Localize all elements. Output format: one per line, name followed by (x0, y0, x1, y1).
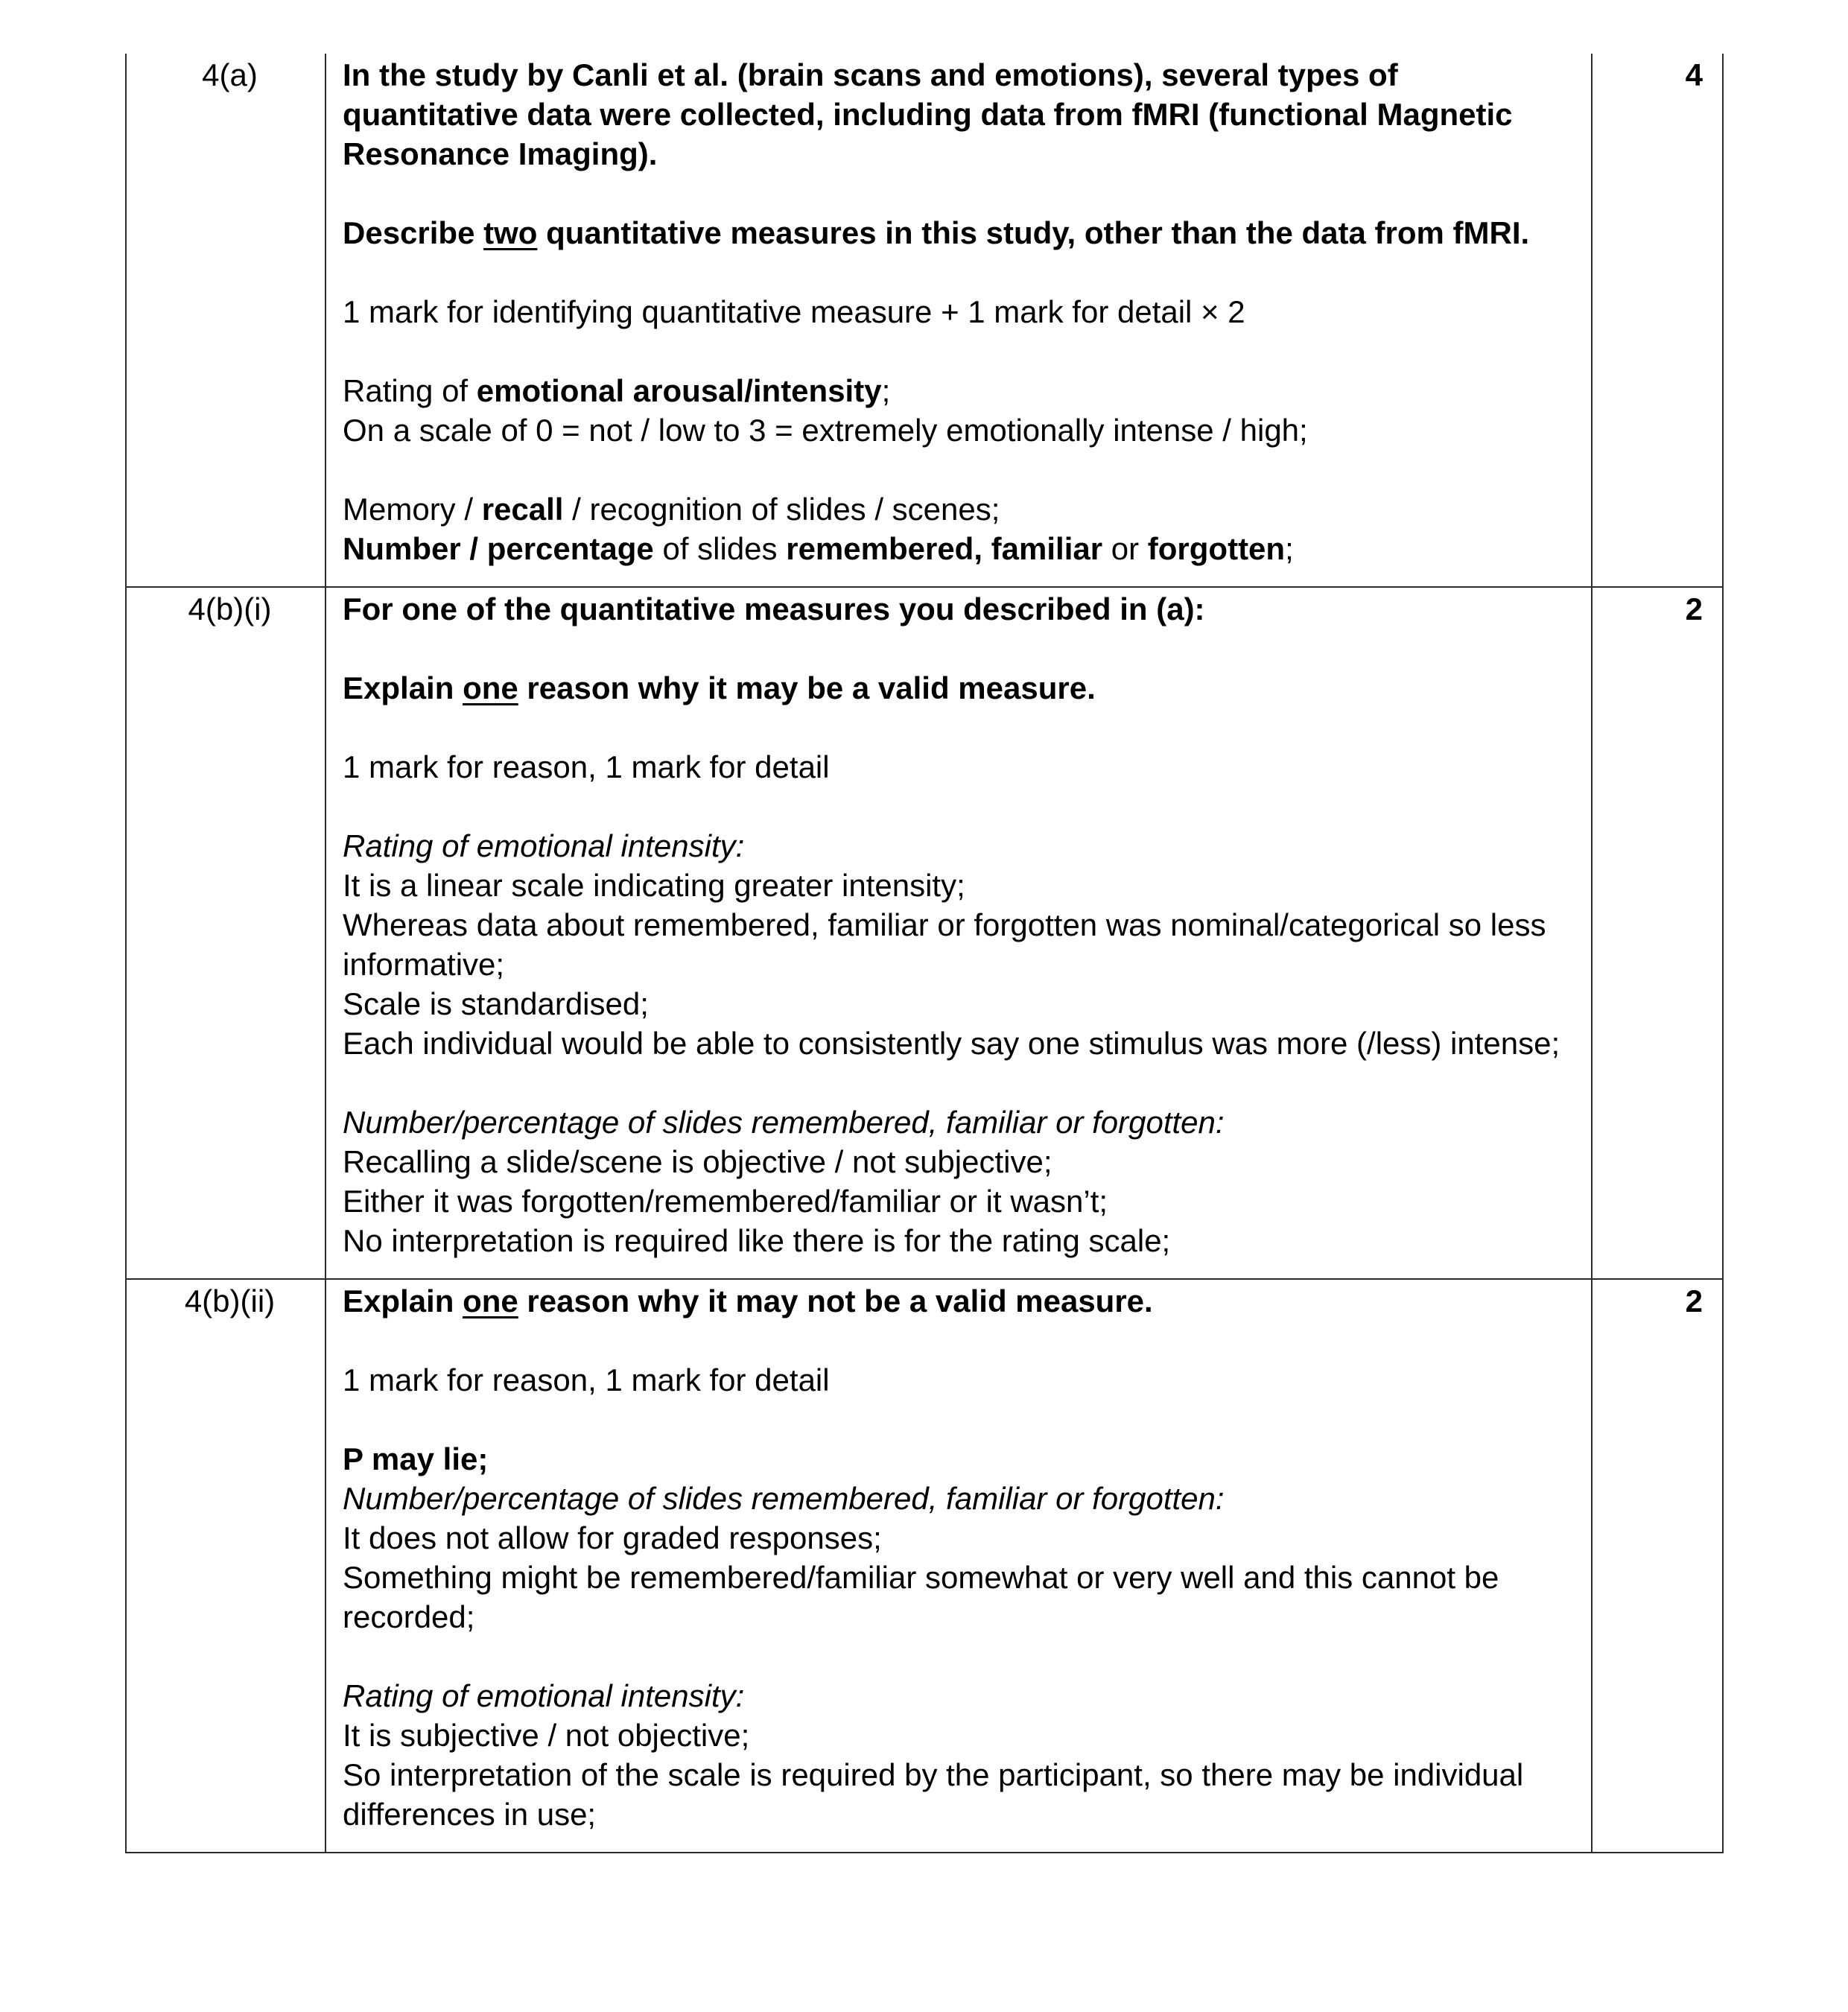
table-row (126, 587, 1723, 1279)
answer-point: Something might be remembered/familiar somewhat or very well and this cannot be recorded; (343, 1560, 1499, 1634)
answer-cell (326, 54, 1592, 587)
question-number: 4(a) (126, 54, 326, 587)
answer-point: Scale is standardised; (343, 986, 649, 1021)
answer-point: Number / percentage of slides remembered, familiar or forgotten; (343, 531, 1294, 566)
answer-point: So interpretation of the scale is required by the participant, so there may be individual differences in use; (343, 1757, 1524, 1832)
answer-point: Whereas data about remembered, familiar or forgotten was nominal/categorical so less informative; (343, 907, 1546, 982)
marks-value: 4 (1592, 54, 1723, 587)
question-instruction: Describe two quantitative measures in this study, other than the data from fMRI. (343, 215, 1530, 250)
question-text: In the study by Canli et al. (brain scans and emotions), several types of quantitative data were collected, including data from fMRI (functional Magnetic Resonance Imaging). (343, 57, 1513, 171)
section-heading: Rating of emotional intensity: (343, 828, 745, 863)
answer-point: No interpretation is required like there is for the rating scale; (343, 1223, 1171, 1258)
answer-point: Rating of emotional arousal/intensity; (343, 373, 891, 408)
answer-point: Either it was forgotten/remembered/familiar or it wasn’t; (343, 1184, 1108, 1219)
table-row (126, 54, 1723, 587)
marking-guidance: 1 mark for reason, 1 mark for detail (343, 749, 830, 784)
question-number: 4(b)(i) (126, 587, 326, 1279)
answer-cell (326, 1279, 1592, 1853)
answer-point: It is subjective / not objective; (343, 1718, 750, 1753)
marks-value: 2 (1592, 587, 1723, 1279)
table-row (126, 1279, 1723, 1853)
answer-point: Memory / recall / recognition of slides / scenes; (343, 492, 1000, 527)
answer-point: P may lie; (343, 1441, 489, 1476)
question-number: 4(b)(ii) (126, 1279, 326, 1853)
answer-point: It does not allow for graded responses; (343, 1520, 882, 1555)
question-instruction: Explain one reason why it may not be a valid measure. (343, 1283, 1153, 1318)
section-heading: Number/percentage of slides remembered, familiar or forgotten: (343, 1105, 1225, 1140)
section-heading: Number/percentage of slides remembered, familiar or forgotten: (343, 1481, 1225, 1516)
answer-point: On a scale of 0 = not / low to 3 = extremely emotionally intense / high; (343, 413, 1308, 448)
answer-point: Recalling a slide/scene is objective / not subjective; (343, 1144, 1052, 1179)
marks-value: 2 (1592, 1279, 1723, 1853)
marking-guidance: 1 mark for reason, 1 mark for detail (343, 1362, 830, 1397)
answer-cell (326, 587, 1592, 1279)
section-heading: Rating of emotional intensity: (343, 1678, 745, 1713)
question-instruction: Explain one reason why it may be a valid measure. (343, 670, 1096, 705)
question-text: For one of the quantitative measures you described in (a): (343, 591, 1205, 626)
marking-guidance: 1 mark for identifying quantitative measure + 1 mark for detail × 2 (343, 294, 1245, 329)
mark-scheme-table (125, 54, 1724, 1853)
answer-point: Each individual would be able to consistently say one stimulus was more (/less) intense; (343, 1026, 1560, 1061)
answer-point: It is a linear scale indicating greater intensity; (343, 868, 965, 903)
